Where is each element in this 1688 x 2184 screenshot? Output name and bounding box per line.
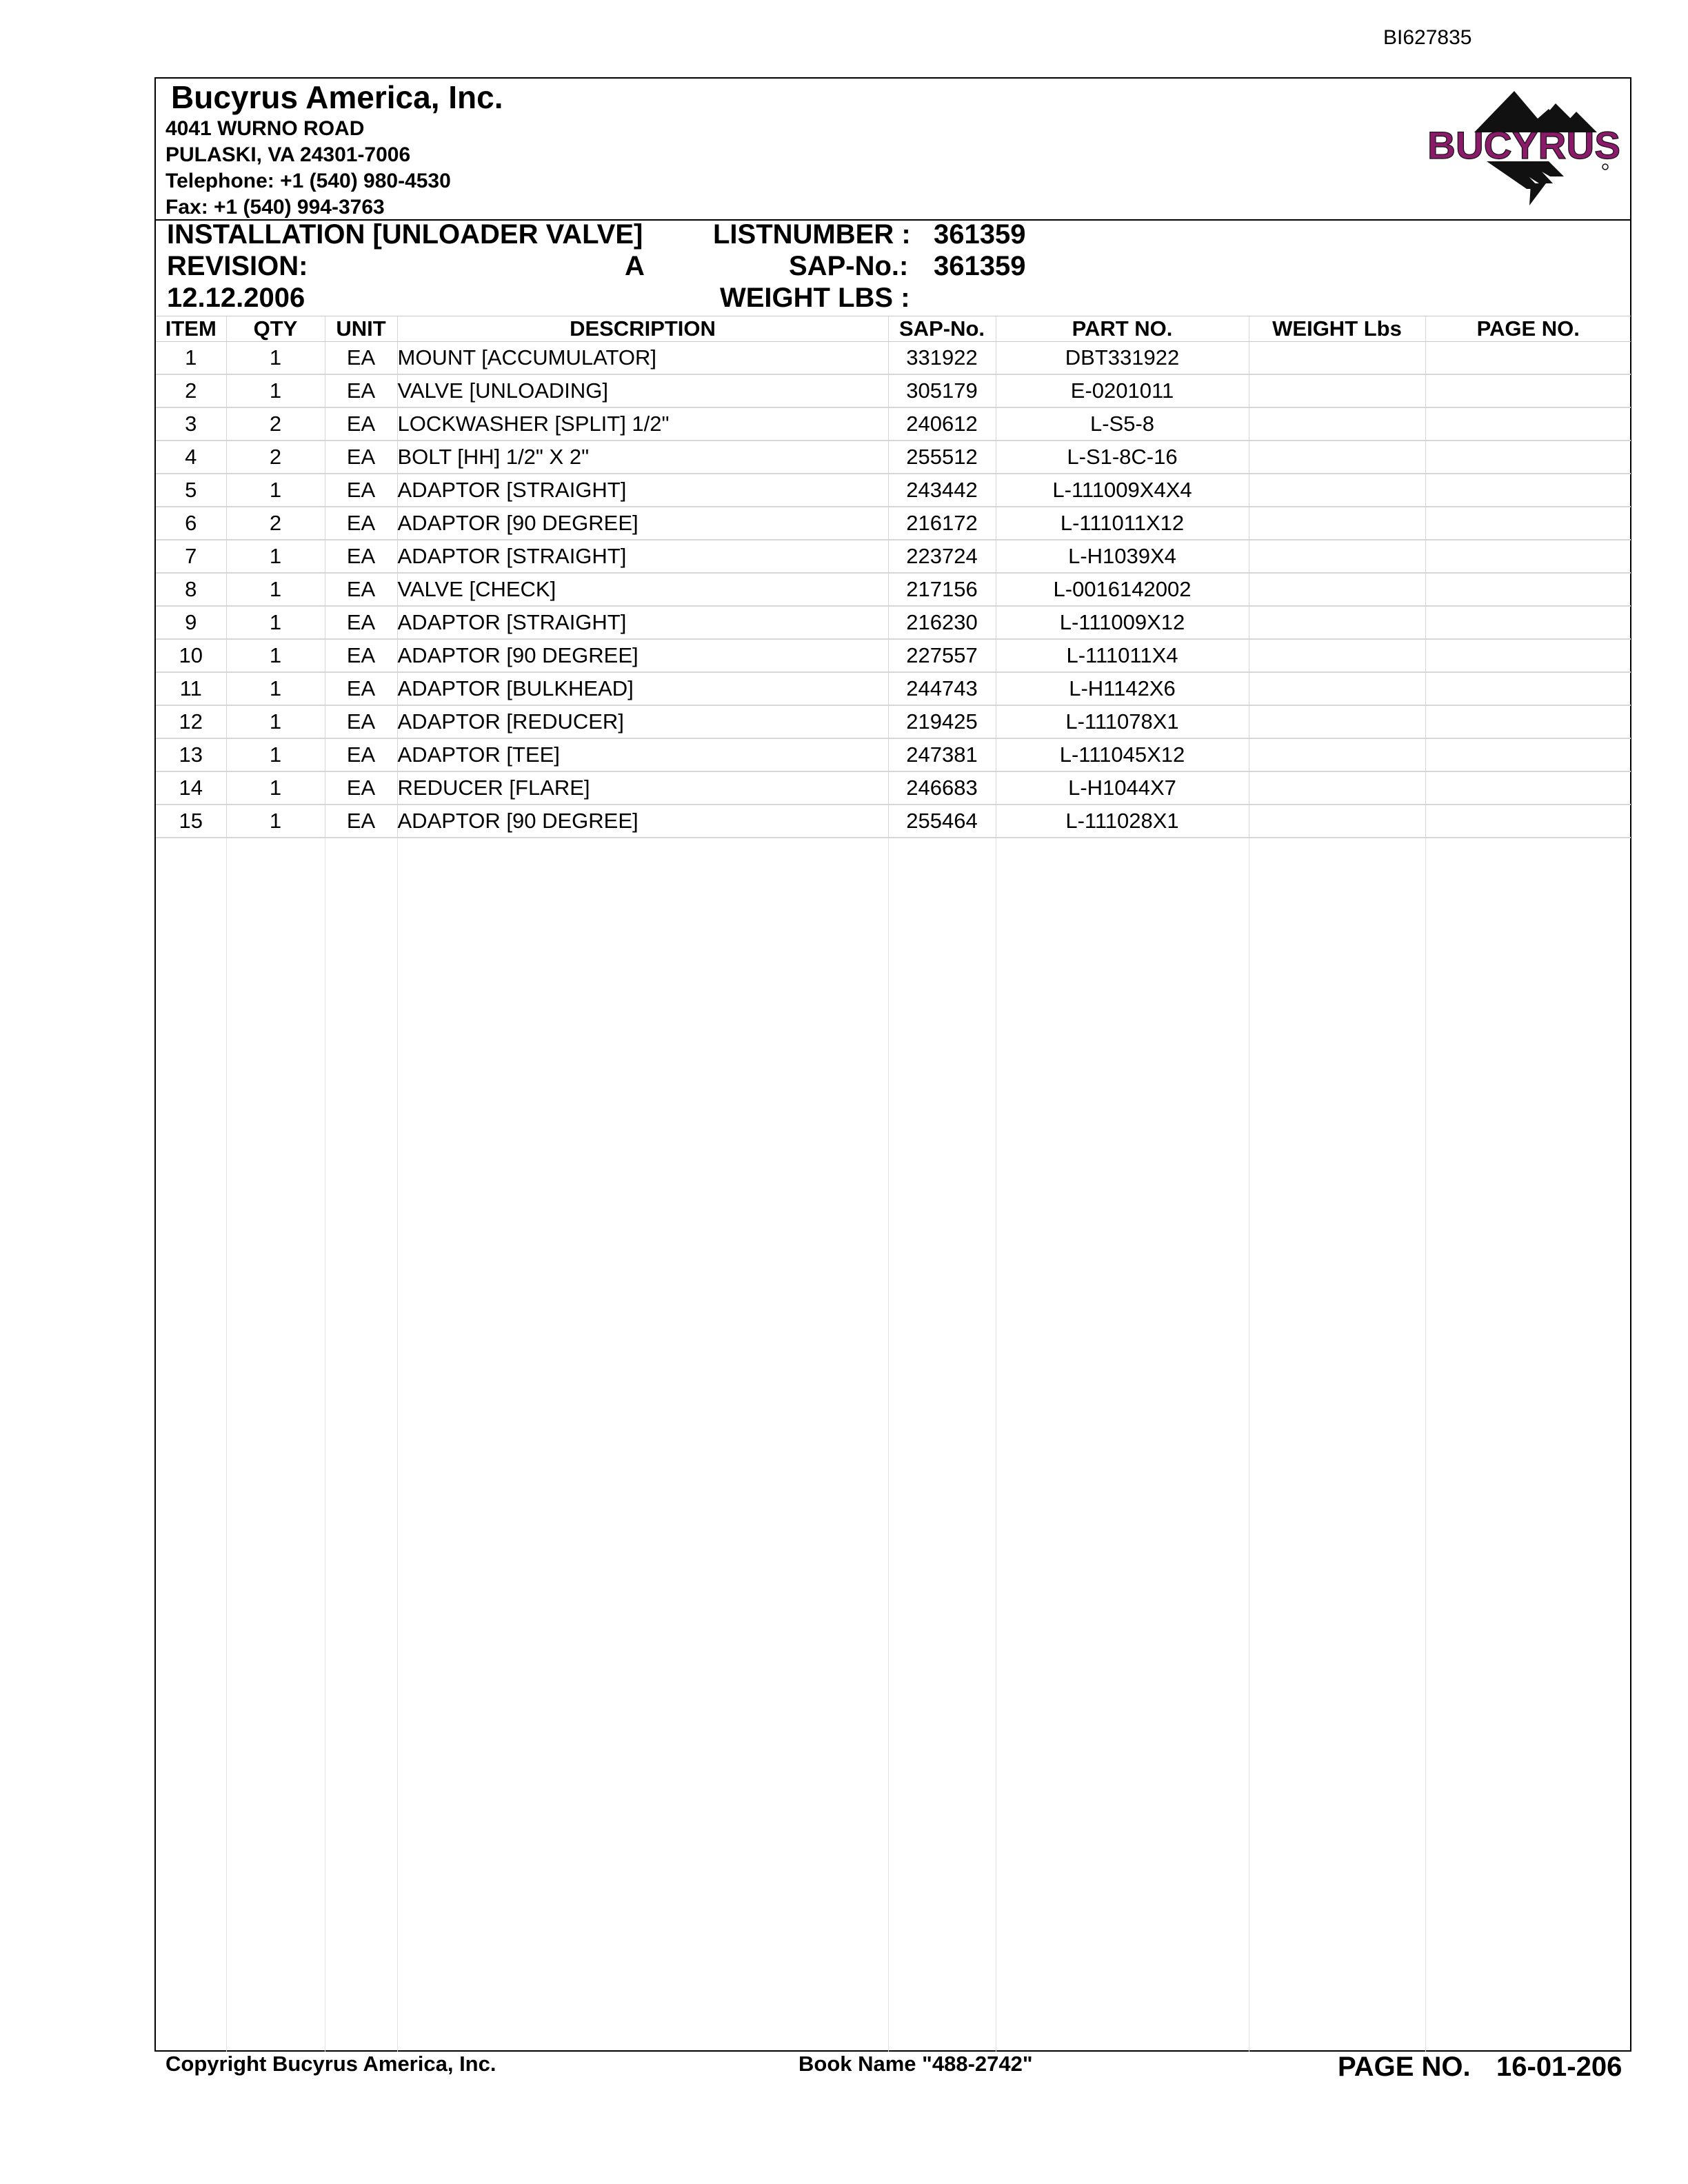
weight-cell	[1249, 374, 1425, 407]
page-no-cell	[1425, 342, 1631, 375]
weight-cell	[1249, 771, 1425, 805]
part-no-cell: L-111011X12	[996, 507, 1249, 540]
item-cell: 9	[156, 606, 226, 639]
qty-cell: 2	[226, 407, 325, 441]
svg-text:BUCYRUS: BUCYRUS	[1427, 123, 1620, 167]
list-title: INSTALLATION [UNLOADER VALVE]	[167, 219, 643, 250]
unit-cell: EA	[325, 342, 397, 375]
qty-cell: 1	[226, 639, 325, 672]
weight-cell	[1249, 342, 1425, 375]
description-cell: ADAPTOR [REDUCER]	[397, 705, 888, 738]
qty-cell: 1	[226, 374, 325, 407]
description-cell: ADAPTOR [90 DEGREE]	[397, 507, 888, 540]
unit-cell: EA	[325, 705, 397, 738]
sap-no-cell: 255512	[888, 441, 996, 474]
table-row	[156, 805, 1631, 838]
qty-cell: 1	[226, 573, 325, 606]
sap-no-cell: 223724	[888, 540, 996, 573]
sap-no-cell: 216230	[888, 606, 996, 639]
sap-no-cell: 244743	[888, 672, 996, 705]
table-row	[156, 407, 1631, 441]
header-item: ITEM	[156, 316, 226, 342]
item-cell: 13	[156, 738, 226, 771]
sap-no-cell: 217156	[888, 573, 996, 606]
item-cell: 15	[156, 805, 226, 838]
weight-label: WEIGHT LBS :	[720, 283, 910, 313]
page-no-cell	[1425, 374, 1631, 407]
part-no-cell: L-111011X4	[996, 639, 1249, 672]
part-no-cell: L-S1-8C-16	[996, 441, 1249, 474]
weight-cell	[1249, 606, 1425, 639]
unit-cell: EA	[325, 738, 397, 771]
table-row	[156, 342, 1631, 375]
table-row	[156, 573, 1631, 606]
weight-cell	[1249, 705, 1425, 738]
description-cell: ADAPTOR [TEE]	[397, 738, 888, 771]
table-row	[156, 606, 1631, 639]
qty-cell: 1	[226, 705, 325, 738]
page-no-cell	[1425, 540, 1631, 573]
table-row	[156, 540, 1631, 573]
part-no-cell: DBT331922	[996, 342, 1249, 375]
unit-cell: EA	[325, 672, 397, 705]
qty-cell: 1	[226, 672, 325, 705]
qty-cell: 1	[226, 771, 325, 805]
description-cell: ADAPTOR [90 DEGREE]	[397, 805, 888, 838]
weight-cell	[1249, 407, 1425, 441]
part-no-cell: L-H1044X7	[996, 771, 1249, 805]
page-no-cell	[1425, 573, 1631, 606]
unit-cell: EA	[325, 639, 397, 672]
description-cell: VALVE [CHECK]	[397, 573, 888, 606]
page-no-cell	[1425, 672, 1631, 705]
unit-cell: EA	[325, 374, 397, 407]
table-row	[156, 738, 1631, 771]
listnumber-value: 361359	[934, 219, 1026, 250]
weight-cell	[1249, 507, 1425, 540]
unit-cell: EA	[325, 407, 397, 441]
table-row	[156, 705, 1631, 738]
unit-cell: EA	[325, 805, 397, 838]
unit-cell: EA	[325, 771, 397, 805]
description-cell: VALVE [UNLOADING]	[397, 374, 888, 407]
table-row	[156, 507, 1631, 540]
weight-cell	[1249, 474, 1425, 507]
weight-cell	[1249, 441, 1425, 474]
item-cell: 8	[156, 573, 226, 606]
book-name: Book Name "488-2742"	[798, 2052, 1033, 2076]
table-row	[156, 771, 1631, 805]
unit-cell: EA	[325, 606, 397, 639]
item-cell: 14	[156, 771, 226, 805]
weight-cell	[1249, 805, 1425, 838]
sap-no-cell: 227557	[888, 639, 996, 672]
qty-cell: 1	[226, 474, 325, 507]
qty-cell: 1	[226, 342, 325, 375]
qty-cell: 1	[226, 805, 325, 838]
description-cell: MOUNT [ACCUMULATOR]	[397, 342, 888, 375]
header-part-no: PART NO.	[996, 316, 1249, 342]
page-no-cell	[1425, 441, 1631, 474]
bucyrus-logo	[1427, 88, 1627, 210]
address-line-2: PULASKI, VA 24301-7006	[165, 143, 411, 166]
item-cell: 7	[156, 540, 226, 573]
qty-cell: 2	[226, 507, 325, 540]
table-row	[156, 374, 1631, 407]
sap-value: 361359	[934, 251, 1026, 281]
description-cell: ADAPTOR [STRAIGHT]	[397, 606, 888, 639]
part-no-cell: L-H1039X4	[996, 540, 1249, 573]
revision-date: 12.12.2006	[167, 283, 305, 313]
part-no-cell: L-H1142X6	[996, 672, 1249, 705]
description-cell: REDUCER [FLARE]	[397, 771, 888, 805]
description-cell: ADAPTOR [STRAIGHT]	[397, 540, 888, 573]
weight-cell	[1249, 738, 1425, 771]
unit-cell: EA	[325, 507, 397, 540]
parts-table	[156, 316, 1631, 838]
table-row	[156, 441, 1631, 474]
sap-no-cell: 240612	[888, 407, 996, 441]
sap-no-cell: 243442	[888, 474, 996, 507]
item-cell: 3	[156, 407, 226, 441]
revision-label: REVISION:	[167, 251, 308, 281]
sap-no-cell: 255464	[888, 805, 996, 838]
header-qty: QTY	[226, 316, 325, 342]
qty-cell: 1	[226, 738, 325, 771]
item-cell: 5	[156, 474, 226, 507]
part-no-cell: L-111009X4X4	[996, 474, 1249, 507]
description-cell: ADAPTOR [BULKHEAD]	[397, 672, 888, 705]
item-cell: 12	[156, 705, 226, 738]
header-page-no: PAGE NO.	[1425, 316, 1631, 342]
weight-cell	[1249, 639, 1425, 672]
page-no-cell	[1425, 507, 1631, 540]
table-header-row	[156, 316, 1631, 342]
table-row	[156, 639, 1631, 672]
listnumber-label: LISTNUMBER :	[713, 219, 911, 250]
weight-cell	[1249, 540, 1425, 573]
document-id: BI627835	[1383, 26, 1472, 49]
page-no-cell	[1425, 474, 1631, 507]
page-no-cell	[1425, 639, 1631, 672]
item-cell: 10	[156, 639, 226, 672]
item-cell: 6	[156, 507, 226, 540]
qty-cell: 2	[226, 441, 325, 474]
sap-no-cell: 246683	[888, 771, 996, 805]
weight-cell	[1249, 573, 1425, 606]
sap-no-cell: 247381	[888, 738, 996, 771]
page-no-cell	[1425, 805, 1631, 838]
company-name: Bucyrus America, Inc.	[171, 79, 503, 115]
header-description: DESCRIPTION	[397, 316, 888, 342]
page-number-value: 16-01-206	[1496, 2052, 1622, 2082]
part-no-cell: L-111028X1	[996, 805, 1249, 838]
qty-cell: 1	[226, 606, 325, 639]
page-no-cell	[1425, 738, 1631, 771]
copyright: Copyright Bucyrus America, Inc.	[165, 2052, 496, 2076]
qty-cell: 1	[226, 540, 325, 573]
page-no-cell	[1425, 771, 1631, 805]
fax: Fax: +1 (540) 994-3763	[165, 196, 385, 219]
table-row	[156, 672, 1631, 705]
header-sap-no: SAP-No.	[888, 316, 996, 342]
sap-no-cell: 216172	[888, 507, 996, 540]
part-no-cell: L-0016142002	[996, 573, 1249, 606]
weight-cell	[1249, 672, 1425, 705]
part-no-cell: L-111078X1	[996, 705, 1249, 738]
part-no-cell: E-0201011	[996, 374, 1249, 407]
sap-no-cell: 305179	[888, 374, 996, 407]
header-unit: UNIT	[325, 316, 397, 342]
part-no-cell: L-S5-8	[996, 407, 1249, 441]
item-cell: 2	[156, 374, 226, 407]
sap-label: SAP-No.:	[789, 251, 909, 281]
part-no-cell: L-111045X12	[996, 738, 1249, 771]
page-no-cell	[1425, 407, 1631, 441]
description-cell: ADAPTOR [STRAIGHT]	[397, 474, 888, 507]
unit-cell: EA	[325, 540, 397, 573]
part-no-cell: L-111009X12	[996, 606, 1249, 639]
table-row	[156, 474, 1631, 507]
description-cell: LOCKWASHER [SPLIT] 1/2"	[397, 407, 888, 441]
item-cell: 4	[156, 441, 226, 474]
unit-cell: EA	[325, 474, 397, 507]
address-line-1: 4041 WURNO ROAD	[165, 117, 365, 140]
page-number-label: PAGE NO.	[1338, 2052, 1471, 2082]
revision-value: A	[625, 251, 645, 281]
page-no-cell	[1425, 705, 1631, 738]
unit-cell: EA	[325, 441, 397, 474]
page-no-cell	[1425, 606, 1631, 639]
sap-no-cell: 331922	[888, 342, 996, 375]
item-cell: 1	[156, 342, 226, 375]
unit-cell: EA	[325, 573, 397, 606]
telephone: Telephone: +1 (540) 980-4530	[165, 170, 451, 192]
sap-no-cell: 219425	[888, 705, 996, 738]
description-cell: ADAPTOR [90 DEGREE]	[397, 639, 888, 672]
item-cell: 11	[156, 672, 226, 705]
header-weight: WEIGHT Lbs	[1249, 316, 1425, 342]
description-cell: BOLT [HH] 1/2" X 2"	[397, 441, 888, 474]
